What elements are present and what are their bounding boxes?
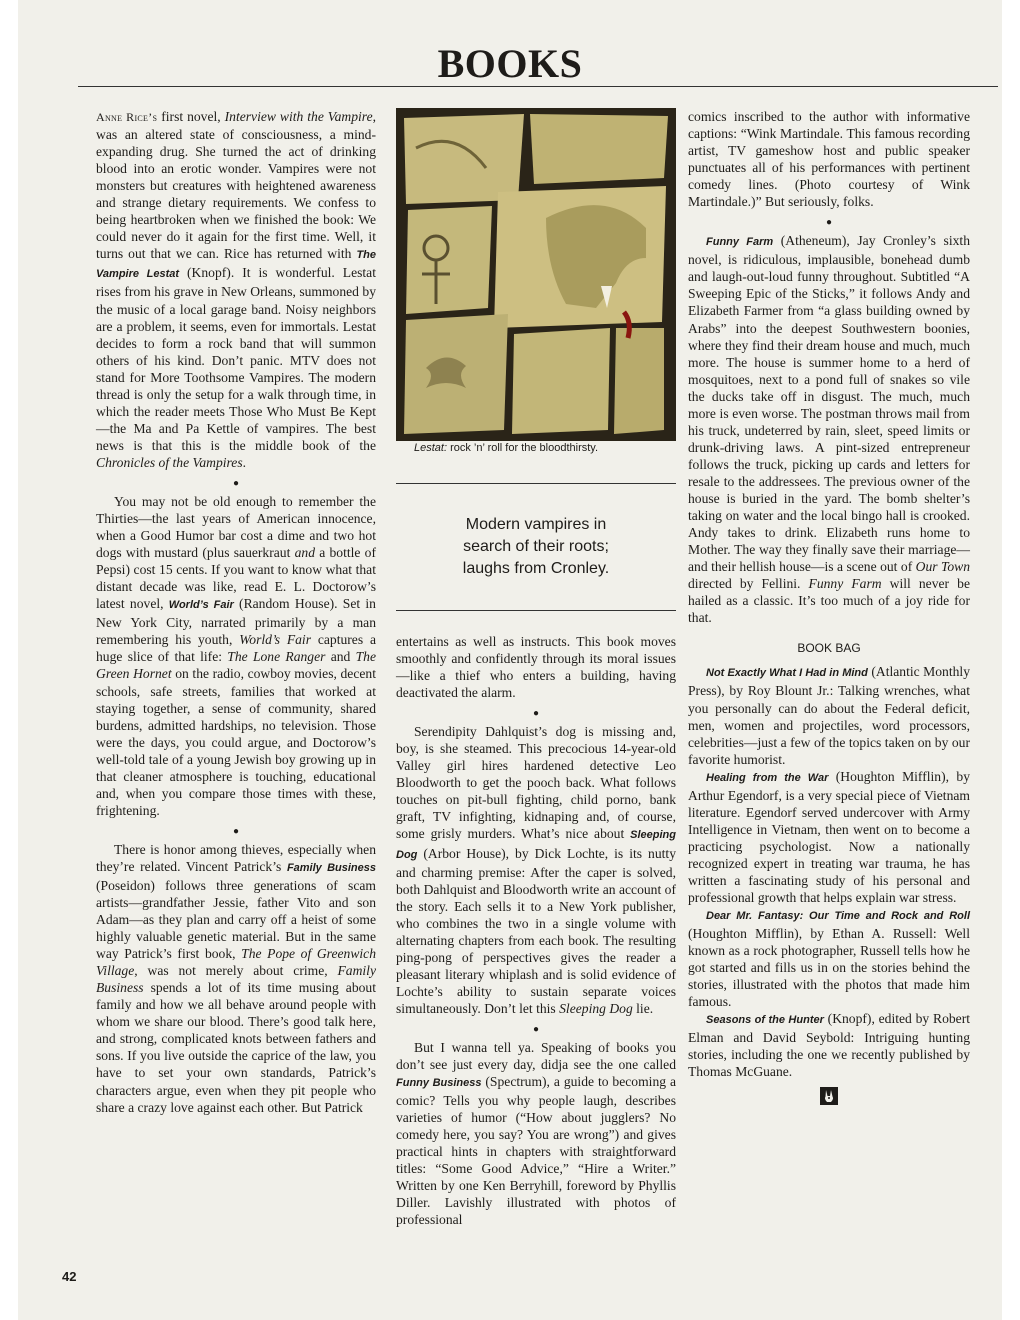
book-title-italic: Family Business bbox=[96, 963, 376, 996]
radio-show-title: The Lone Ranger bbox=[227, 649, 326, 665]
body-text: captures a huge slice of that life: bbox=[96, 632, 376, 665]
body-text: (Atheneum), Jay Cronley’s sixth novel, is ridiculous, implausible, bonehead dumb and laugh-out-loud funny throughout. Subtitled “A Sweeping Epic of the Sticks,” it follows Andy and Elizabeth Farmer from “a glass building owned by Arabs” into the deepest Southwestern boonies, where they find their dream house and much, much more. The house is summer home to a herd of mosquitoes, next to a pond full of snakes so vile the ducks take off in disgust. The much, much more is even worse. The postman throws mail from his truck, undeterred by rain, sleet, speed limits or drunk-driving laws. A pint-sized entrepreneur follows the truck, picking up cards and letters for resale to the addressees. The previous owner of the house is buried in the yard. The bomb shelter’s taking on water and the local bingo hall is crooked. Andy takes to drink. Elizabeth runs home to Mother. The way they finally save their marriage—and their hellish house—is a scene out of bbox=[688, 233, 970, 575]
book-bag-heading: BOOK BAG bbox=[797, 641, 861, 656]
body-text: will never be hailed as a classic. It’s too much of a joy ride for that. bbox=[688, 576, 970, 626]
caption-title: Lestat: bbox=[414, 442, 448, 454]
book-bag-item bbox=[688, 1010, 970, 1080]
body-text: Serendipity Dahlquist’s dog is missing and, boy, is she steamed. This precocious 14-year-old Valley girl hires hardened detective Leo Bloodworth to get the pooch back. What follows touches on pit-bull fighting, child porno, bank graft, TV infighting, kidnaping and, of course, some grisly murders. What’s nice about bbox=[396, 724, 676, 842]
body-text: There is honor among thieves, especially when they’re related. Vincent Patrick’s bbox=[96, 841, 376, 874]
pull-quote bbox=[396, 483, 676, 611]
body-text: (Knopf), edited by Robert Elman and David Seybold: Intriguing hunting stories, including the one we recently published by Thomas McGuane. bbox=[688, 1011, 970, 1080]
book-bag-list bbox=[688, 663, 970, 1080]
body-text: (Houghton Mifflin), by Ethan A. Russell: Well known as a rock photographer, Russell tells how he got started and fills us in on the stories behind the stories, illustrated with the photos that made him famous. bbox=[688, 926, 970, 1010]
body-text: a bottle of Pepsi) cost 15 cents. If you want to know what that distant decade was like, read E. L. Doctorow’s latest novel, bbox=[96, 545, 377, 612]
body-text: (Atlantic Monthly Press), by Roy Blount Jr.: Talking wrenches, what you personally can do about the Federal deficit, men, women and projectiles, word processors, celebrities—just a few of the topics taken on by our favorite humorist. bbox=[688, 664, 970, 767]
review-worlds-fair bbox=[96, 493, 376, 819]
book-title: World’s Fair bbox=[168, 599, 234, 612]
rabbit-head-end-icon bbox=[820, 1087, 838, 1105]
play-title: Our Town bbox=[915, 559, 970, 575]
body-text: and bbox=[325, 649, 356, 665]
book-title-italic: Sleeping Dog bbox=[559, 1000, 633, 1016]
body-text: spends a lot of its time musing about family and how we all behave around people with whom we share our blood. There’s good talk here, and strong, complicated knots between fathers and sons. If you live outside the caprice of the law, you have to set your own standards, Patrick’s characters argue, even when they pit people who share a crazy love against each other. But Patrick bbox=[96, 980, 376, 1115]
radio-show-title: The Green Hornet bbox=[96, 649, 376, 682]
body-text: directed by Fellini. bbox=[688, 576, 809, 592]
book-title-italic: Funny Farm bbox=[808, 576, 882, 592]
review-family-business bbox=[96, 841, 376, 1116]
review-funny-business bbox=[396, 1039, 676, 1229]
body-text: comics inscribed to the author with informative captions: “Wink Martindale. This famous recording artist, TV gameshow host and public speaker punctuates all of his performances with pertinent comedy lines. (Photo courtesy of Wink Martindale.)” But seriously, folks. bbox=[688, 109, 970, 210]
review-vampire-lestat bbox=[96, 108, 376, 471]
body-text: . bbox=[242, 454, 247, 470]
pull-quote-line: search of their roots; bbox=[463, 538, 609, 555]
book-bag-item bbox=[688, 768, 970, 906]
magazine-page bbox=[18, 0, 1002, 1320]
book-title-italic: Chronicles of the Vampires bbox=[96, 454, 243, 470]
section-divider-bullet: ● bbox=[232, 825, 240, 837]
column-2 bbox=[396, 108, 676, 1229]
review-funny-business-continued bbox=[688, 108, 970, 210]
vampire-lestat-illustration bbox=[396, 108, 676, 441]
review-family-business-continued bbox=[396, 633, 676, 701]
body-text: first novel, bbox=[157, 109, 225, 124]
section-title: BOOKS bbox=[437, 41, 583, 86]
header-rule bbox=[78, 86, 998, 87]
body-text: on the radio, cowboy movies, decent schools, safe streets, families that worked at staying together, a sense of community, shared burdens, admitted hardships, no television. Those were the days, you could argue, and Doctorow’s well-told tale of a young Jewish boy growing up in that cleaner atmosphere is touching, educational and, when you compare those times with these, frightening. bbox=[96, 666, 376, 818]
pull-quote-line: Modern vampires in bbox=[465, 516, 607, 533]
pull-quote-line: laughs from Cronley. bbox=[462, 560, 610, 577]
body-text: , was not merely about crime, bbox=[134, 963, 338, 979]
body-text: (Arbor House), by Dick Lochte, is its nutty and charming premise: After the caper is solved, both Dahlquist and Bloodworth write an account of the story. Each sells it to a New York publisher, who combines the two in a single volume with alternating chapters from each book. The resulting ping-pong of perspectives gives the reader a pleasant literary whiplash and is solid evidence of Lochte’s ability to sustain separate voices simultaneously. Don’t let this bbox=[396, 845, 676, 1016]
review-sleeping-dog bbox=[396, 723, 676, 1017]
book-title: The Vampire Lestat bbox=[96, 249, 376, 281]
body-text: lie. bbox=[632, 1000, 654, 1016]
body-text: , was an altered state of consciousness, a mind-expanding drug. She turned the act of drinking blood into an erotic wonder. Vampires were not monsters but creatures with heightened awareness and strange dietary requirements. We confess to being heartbroken when we finished the book: We could never do it again for the first time. Well, it turns out that we can. Rice has returned with bbox=[96, 109, 377, 262]
body-text: (Spectrum), a guide to becoming a comic? Tells you why people laugh, describes varieties of humor (“How about jugglers? No comedy here, you say? You are wrong”) and gives practical hints in chapters with straightforward titles: “Some Good Advice,” “Hire a Writer.” Written by one Ken Berryhill, foreword by Phyllis Diller. Lavishly illustrated with photos of professional bbox=[396, 1074, 676, 1228]
column-1 bbox=[96, 108, 376, 1116]
page-number: 42 bbox=[62, 1269, 77, 1284]
body-text: But I wanna tell ya. Speaking of books you don’t see just every day, didja see the one called bbox=[396, 1039, 676, 1073]
emphasis: and bbox=[294, 545, 315, 561]
section-divider-bullet: ● bbox=[232, 477, 240, 489]
book-title-italic: World’s Fair bbox=[239, 632, 312, 648]
book-title: Funny Business bbox=[396, 1077, 482, 1090]
book-bag-item bbox=[688, 906, 970, 1010]
book-title-italic: Interview with the Vampire bbox=[224, 109, 373, 124]
body-text: (Knopf). It is wonderful. Lestat rises from his grave in New Orleans, summoned by the music of a local garage band. Noisy neighbors are a problem, it seems, even for immortals. Lestat decides to form a rock band that will summon others of his kind. Don’t panic. MTV does not stand for More Toothsome Vampires. The modern thread is only the setup for a walk through time, in which the reader meets Those Who Must Be Kept—the Ma and Pa Kettle of vampires. The best news is that this is the middle book of the bbox=[96, 265, 376, 453]
body-text: (Random House). Set in New York City, narrated primarily by a man remembering his youth, bbox=[96, 596, 376, 648]
section-divider-bullet: ● bbox=[825, 217, 833, 229]
caption-text: rock ’n’ roll for the bloodthirsty. bbox=[450, 442, 599, 454]
figure-caption bbox=[396, 441, 676, 455]
body-text: You may not be old enough to remember the Thirties—the last years of American innocence, when a Good Humor bar cost a dime and two hot dogs with mustard (plus sauerkraut bbox=[96, 493, 376, 561]
book-title: Sleeping Dog bbox=[396, 829, 676, 861]
body-text: (Poseidon) follows three generations of scam artists—grandfather Jessie, father Vito and son Adam—as they plan and carry off a heist of some highly valuable genetic material. But in the same way Patrick’s first book, bbox=[96, 877, 376, 962]
book-bag-item bbox=[688, 663, 970, 767]
section-divider-bullet: ● bbox=[532, 1023, 540, 1035]
review-funny-farm bbox=[688, 232, 970, 626]
body-text: entertains as well as instructs. This book moves smoothly and confidently through its moral issues—like a thief who enters a building, having deactivated the alarm. bbox=[396, 634, 676, 701]
column-3 bbox=[688, 108, 970, 1105]
body-text: (Houghton Mifflin), by Arthur Egendorf, is a very special piece of Vietnam literature. Egendorf served undercover with Army Intelligence in Vietnam, then went on to become a practicing psychologist. Now a nationally recognized expert in treating war trauma, he has written a fascinating study of his personal and professional growth that helps explain war stress. bbox=[688, 768, 970, 906]
author-lead-in: Anne Rice’s bbox=[96, 110, 158, 124]
book-title: Not Exactly What I Had in Mind bbox=[706, 667, 868, 680]
book-title: Family Business bbox=[286, 861, 376, 874]
book-title: Seasons of the Hunter bbox=[706, 1014, 824, 1027]
section-divider-bullet: ● bbox=[532, 708, 540, 720]
book-title: Healing from the War bbox=[706, 771, 829, 784]
book-title-italic: The Pope of Greenwich Village bbox=[96, 946, 377, 979]
book-title: Dear Mr. Fantasy: Our Time and Rock and Roll bbox=[706, 910, 970, 923]
book-title: Funny Farm bbox=[706, 236, 774, 249]
